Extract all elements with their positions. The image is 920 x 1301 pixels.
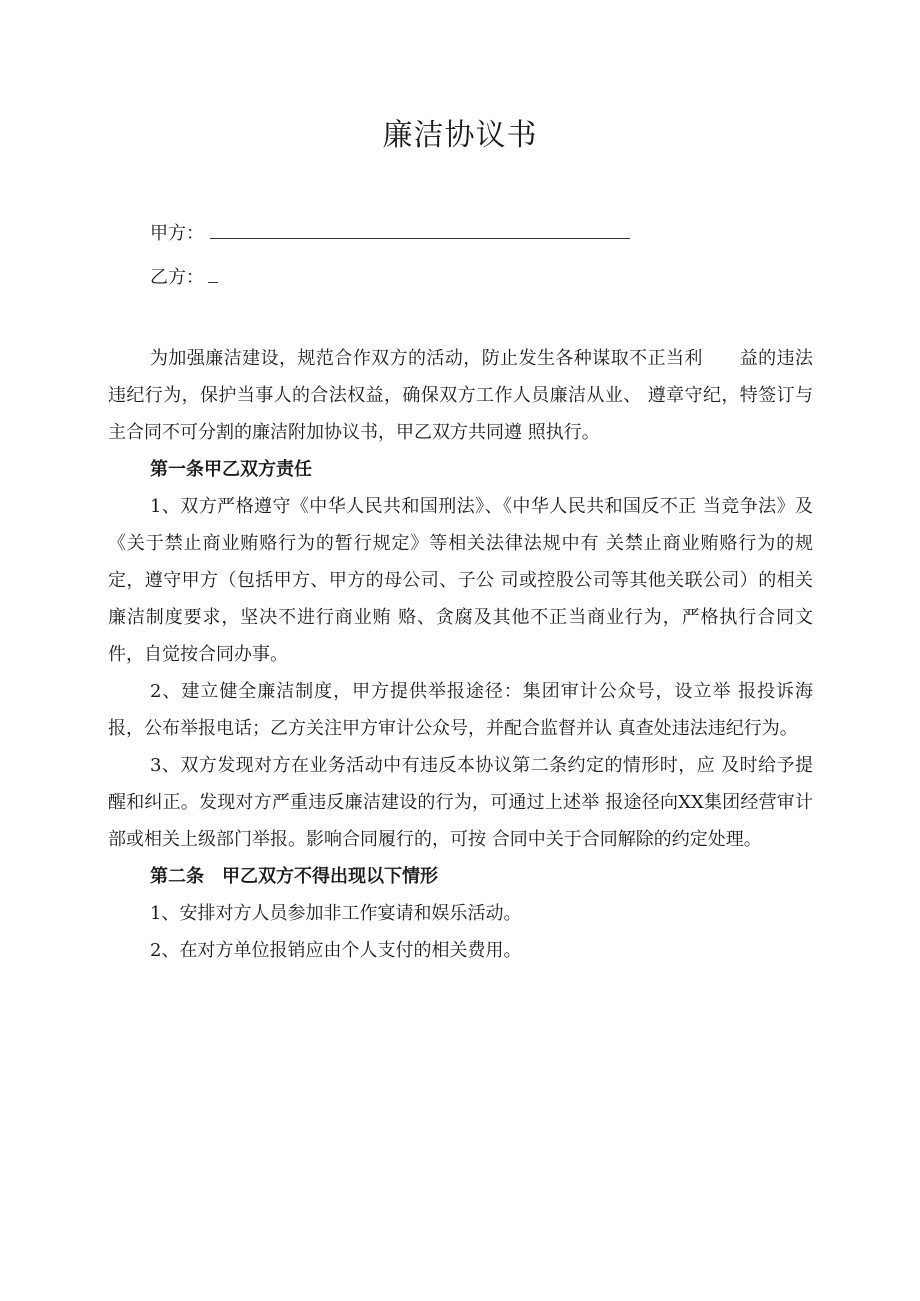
preamble-paragraph: 为加强廉洁建设，规范合作双方的活动，防止发生各种谋取不正当利 益的违法违纪行为，保护当事人的合法权益，确保双方工作人员廉洁从业、 遵章守纪，特签订与主合同不可分割的廉洁附加协议书，甲乙双方共同遵 照执行。	[108, 348, 813, 443]
article-1-item: 3、双方发现对方在业务活动中有违反本协议第二条约定的情形时，应 及时给予提醒和纠正。发现对方严重违反廉洁建设的行为，可通过上述举 报途径向XX集团经营审计部或相关上级部门举报。影响合同履行的，可按 合同中关于合同解除的约定处理。	[108, 755, 813, 850]
party-a-label: 甲方：	[150, 223, 204, 244]
article-1-item: 1、双方严格遵守《中华人民共和国刑法》、《中华人民共和国反不正 当竞争法》及《关于禁止商业贿赂行为的暂行规定》等相关法律法规中有 关禁止商业贿赂行为的规定，遵守甲方（包括甲方、甲方的母公司、子公 司或控股公司等其他关联公司）的相关廉洁制度要求，坚决不进行商业贿 赂、贪腐及其他不正当商业行为，严格执行合同文件，自觉按合同办事。	[108, 496, 813, 665]
party-b-label: 乙方：	[150, 267, 204, 288]
party-b-line	[150, 264, 218, 292]
article-2-item: 1、安排对方人员参加非工作宴请和娱乐活动。	[150, 903, 522, 924]
agreement-body	[108, 340, 813, 969]
party-a-line	[150, 220, 630, 248]
party-b-blank	[208, 266, 218, 283]
article-2-item: 2、在对方单位报销应由个人支付的相关费用。	[150, 940, 522, 961]
article-2-heading: 第二条 甲乙双方不得出现以下情形	[150, 866, 438, 887]
article-1-heading: 第一条甲乙双方责任	[150, 459, 312, 480]
document-title: 廉洁协议书	[382, 118, 538, 153]
party-a-blank	[210, 222, 630, 239]
article-1-item: 2、建立健全廉洁制度，甲方提供举报途径：集团审计公众号，设立举 报投诉海报，公布举报电话；乙方关注甲方审计公众号，并配合监督并认 真查处违法违纪行为。	[108, 681, 813, 739]
